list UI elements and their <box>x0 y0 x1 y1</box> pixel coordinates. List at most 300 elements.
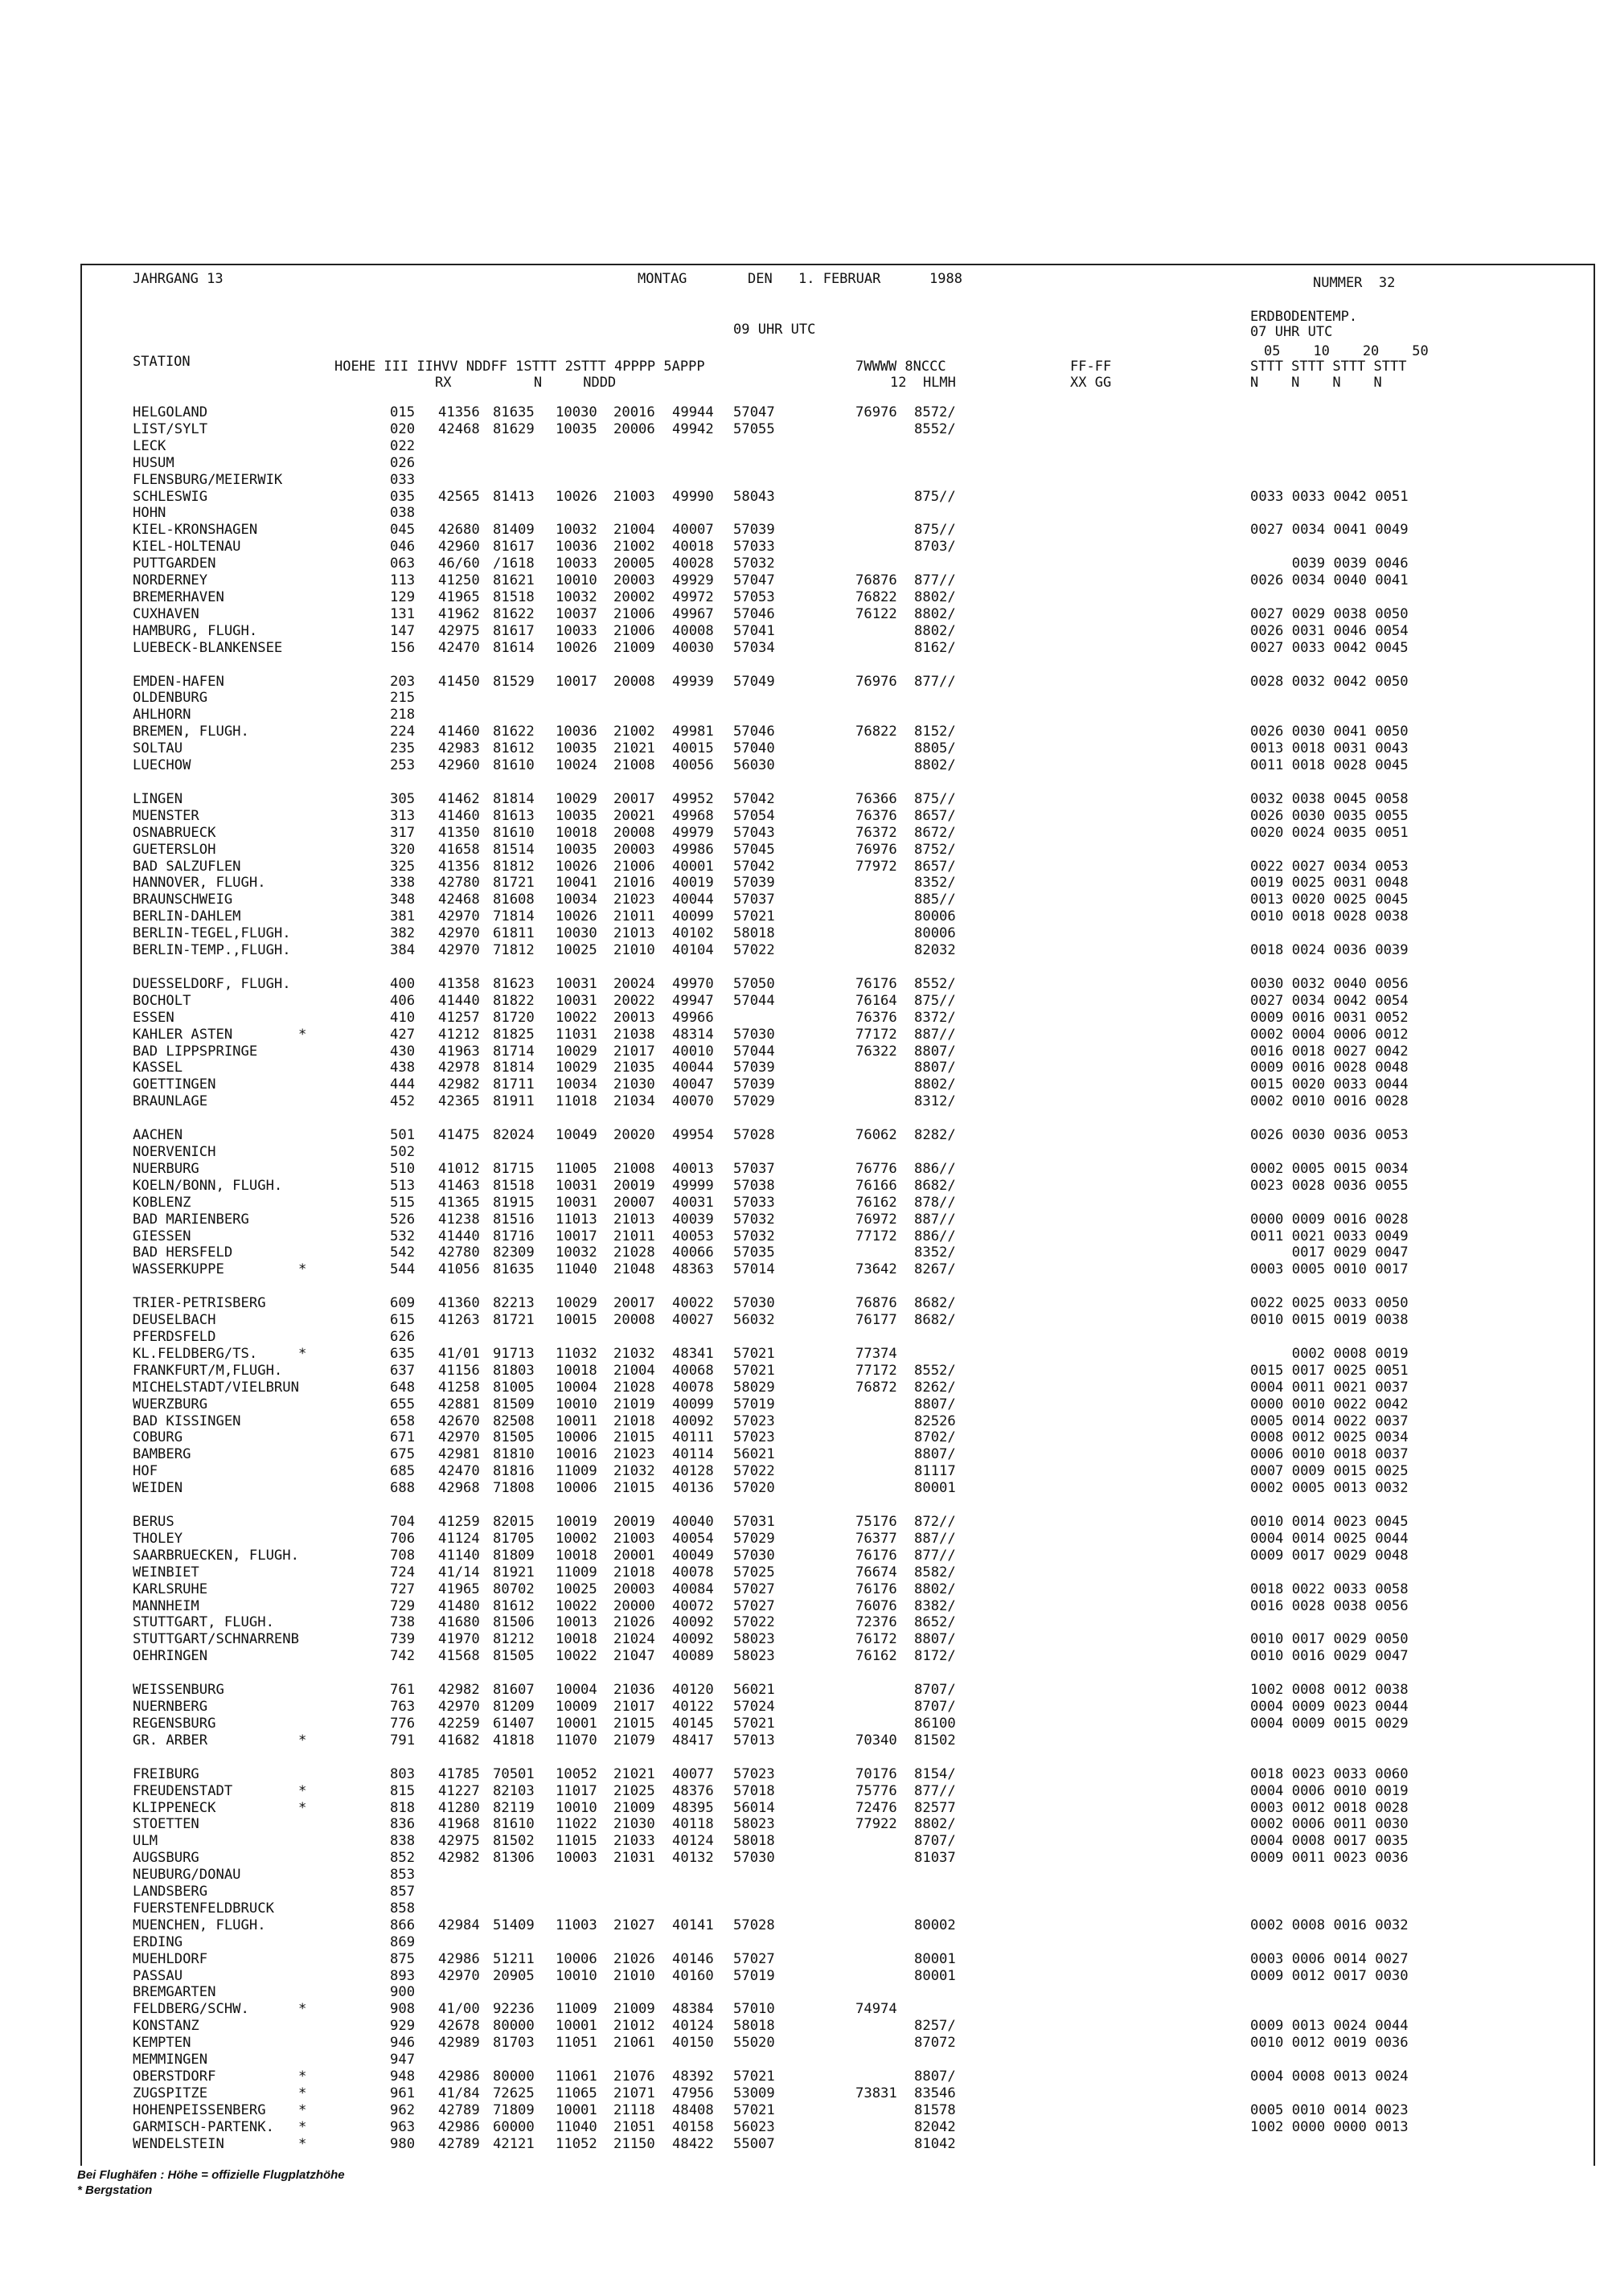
group-2sttt: 20020 <box>613 1127 655 1144</box>
group-nddff: 81413 <box>493 488 535 505</box>
group-1sttt: 10031 <box>556 992 597 1009</box>
group-nddff: 81612 <box>493 1597 535 1614</box>
group-2sttt: 21008 <box>613 1160 655 1177</box>
group-2sttt: 21006 <box>613 622 655 639</box>
group-2sttt: 21021 <box>613 1765 655 1782</box>
group-iihvv: 41462 <box>438 790 480 807</box>
station-name: GARMISCH-PARTENK. <box>133 2118 274 2135</box>
group-iihvv: 42975 <box>438 1833 480 1850</box>
soil-temps: 0002 0008 0016 0032 <box>1250 1917 1409 1933</box>
group-2sttt: 20008 <box>613 1312 655 1329</box>
station-index: 626 <box>390 1329 416 1345</box>
soil-columns-line1: STTT STTT STTT STTT <box>1250 359 1407 375</box>
group-2sttt: 21009 <box>613 639 655 656</box>
station-index: 658 <box>390 1412 416 1429</box>
group-2sttt: 21036 <box>613 1682 655 1699</box>
group-4pppp: 49942 <box>672 420 714 437</box>
group-5appp: 57023 <box>733 1765 775 1782</box>
group-8nccc: 8152/ <box>914 724 956 740</box>
group-nddff: 81911 <box>493 1093 535 1110</box>
soil-temps: 0027 0034 0042 0054 <box>1250 992 1409 1009</box>
den-label: DEN <box>748 271 773 287</box>
group-iihvv: 41682 <box>438 1732 480 1749</box>
group-nddff: 81614 <box>493 639 535 656</box>
group-nddff: 80000 <box>493 2018 535 2035</box>
group-2sttt: 21150 <box>613 2135 655 2152</box>
group-5appp: 58023 <box>733 1631 775 1648</box>
group-iihvv: 42468 <box>438 892 480 908</box>
station-name: LIST/SYLT <box>133 420 208 437</box>
soil-temps: 0017 0029 0047 <box>1250 1244 1409 1261</box>
group-nddff: 81816 <box>493 1463 535 1480</box>
group-5appp: 57038 <box>733 1177 775 1194</box>
station-name: ESSEN <box>133 1009 174 1026</box>
soil-temps: 0033 0033 0042 0051 <box>1250 488 1409 505</box>
group-iihvv: 41568 <box>438 1648 480 1665</box>
station-index: 836 <box>390 1816 416 1833</box>
group-5appp: 57010 <box>733 2001 775 2018</box>
group-8nccc: 8807/ <box>914 1631 956 1648</box>
group-1sttt: 11009 <box>556 1564 597 1581</box>
station-name: SOLTAU <box>133 740 183 757</box>
group-2sttt: 21034 <box>613 1093 655 1110</box>
group-nddff: 91713 <box>493 1345 535 1362</box>
soil-temps: 0002 0010 0016 0028 <box>1250 1093 1409 1110</box>
group-5appp: 56030 <box>733 757 775 773</box>
group-1sttt: 10026 <box>556 858 597 875</box>
station-index: 615 <box>390 1312 416 1329</box>
group-5appp: 57028 <box>733 1127 775 1144</box>
group-nddff: 81505 <box>493 1648 535 1665</box>
group-4pppp: 49947 <box>672 992 714 1009</box>
group-4pppp: 40092 <box>672 1614 714 1631</box>
group-4pppp: 40132 <box>672 1850 714 1867</box>
group-2sttt: 21004 <box>613 1362 655 1379</box>
group-1sttt: 10032 <box>556 1244 597 1261</box>
group-iihvv: 42780 <box>438 875 480 892</box>
soil-temps: 0027 0033 0042 0045 <box>1250 639 1409 656</box>
station-index: 908 <box>390 2001 416 2018</box>
station-index: 020 <box>390 420 416 437</box>
group-4pppp: 49999 <box>672 1177 714 1194</box>
group-iihvv: 42678 <box>438 2018 480 2035</box>
group-2sttt: 21061 <box>613 2035 655 2052</box>
station-index: 113 <box>390 572 416 588</box>
group-4pppp: 49990 <box>672 488 714 505</box>
group-5appp: 57032 <box>733 1211 775 1228</box>
group-5appp: 57039 <box>733 522 775 539</box>
group-8nccc: 887// <box>914 1211 956 1228</box>
station-name: FREUDENSTADT <box>133 1782 233 1799</box>
group-1sttt: 10030 <box>556 925 597 942</box>
group-iihvv: 41259 <box>438 1514 480 1530</box>
station-name: AUGSBURG <box>133 1850 199 1867</box>
group-nddff: 82119 <box>493 1799 535 1816</box>
group-2sttt: 21011 <box>613 1228 655 1244</box>
group-iihvv: 41263 <box>438 1312 480 1329</box>
station-index: 513 <box>390 1177 416 1194</box>
group-nddff: 81705 <box>493 1530 535 1547</box>
group-iihvv: 42789 <box>438 2135 480 2152</box>
station-index: 729 <box>390 1597 416 1614</box>
group-8nccc: 81042 <box>914 2135 956 2152</box>
group-2sttt: 20007 <box>613 1194 655 1211</box>
group-2sttt: 21002 <box>613 539 655 556</box>
group-iihvv: 41/14 <box>438 1564 480 1581</box>
soil-temps: 1002 0000 0000 0013 <box>1250 2118 1409 2135</box>
group-8nccc: 8657/ <box>914 807 956 824</box>
station-index: 727 <box>390 1581 416 1597</box>
group-nddff: 81721 <box>493 1312 535 1329</box>
group-2sttt: 21018 <box>613 1412 655 1429</box>
group-4pppp: 40122 <box>672 1699 714 1715</box>
group-5appp: 57042 <box>733 858 775 875</box>
group-5appp: 57039 <box>733 1060 775 1076</box>
group-nddff: 81721 <box>493 875 535 892</box>
group-5appp: 57025 <box>733 1564 775 1581</box>
group-iihvv: 42780 <box>438 1244 480 1261</box>
group-nddff: 81720 <box>493 1009 535 1026</box>
group-8nccc: 877// <box>914 1547 956 1564</box>
group-iihvv: 42986 <box>438 1950 480 1967</box>
group-8nccc: 8652/ <box>914 1614 956 1631</box>
group-1sttt: 11051 <box>556 2035 597 2052</box>
group-4pppp: 47956 <box>672 2085 714 2101</box>
group-7wwww: 76162 <box>855 1194 897 1211</box>
station-name: COBURG <box>133 1429 183 1446</box>
group-8nccc: 8702/ <box>914 1429 956 1446</box>
group-7wwww: 70176 <box>855 1765 897 1782</box>
group-1sttt: 10013 <box>556 1614 597 1631</box>
mountain-mark: * <box>298 2068 307 2085</box>
station-index: 706 <box>390 1530 416 1547</box>
station-name: REGENSBURG <box>133 1715 216 1732</box>
soil-temps: 0004 0008 0013 0024 <box>1250 2068 1409 2085</box>
group-4pppp: 49972 <box>672 588 714 605</box>
group-8nccc: 885// <box>914 892 956 908</box>
group-4pppp: 40030 <box>672 639 714 656</box>
group-iihvv: 42970 <box>438 942 480 958</box>
soil-temps: 0013 0020 0025 0045 <box>1250 892 1409 908</box>
group-5appp: 57029 <box>733 1530 775 1547</box>
mountain-mark: * <box>298 2085 307 2101</box>
group-nddff: 82103 <box>493 1782 535 1799</box>
group-iihvv: 42960 <box>438 539 480 556</box>
group-1sttt: 10029 <box>556 1295 597 1312</box>
group-iihvv: 41785 <box>438 1765 480 1782</box>
group-nddff: 81703 <box>493 2035 535 2052</box>
group-nddff: 81502 <box>493 1833 535 1850</box>
group-iihvv: 42978 <box>438 1060 480 1076</box>
soil-temps: 0006 0010 0018 0037 <box>1250 1446 1409 1463</box>
station-name: MUENCHEN, FLUGH. <box>133 1917 266 1933</box>
station-name: STUTTGART, FLUGH. <box>133 1614 274 1631</box>
station-index: 815 <box>390 1782 416 1799</box>
station-name: PASSAU <box>133 1967 183 1984</box>
group-iihvv: 41356 <box>438 858 480 875</box>
soil-temps: 0000 0010 0022 0042 <box>1250 1396 1409 1412</box>
station-index: 015 <box>390 404 416 420</box>
group-4pppp: 40022 <box>672 1295 714 1312</box>
group-4pppp: 40124 <box>672 1833 714 1850</box>
group2-line1: 7WWWW 8NCCC <box>855 359 946 375</box>
group-2sttt: 21051 <box>613 2118 655 2135</box>
station-index: 961 <box>390 2085 416 2101</box>
group-4pppp: 40150 <box>672 2035 714 2052</box>
group-2sttt: 21028 <box>613 1379 655 1396</box>
station-name: ZUGSPITZE <box>133 2085 208 2101</box>
group-8nccc: 80002 <box>914 1917 956 1933</box>
group-2sttt: 21013 <box>613 1211 655 1228</box>
station-name: BERLIN-DAHLEM <box>133 908 241 925</box>
station-name: KOBLENZ <box>133 1194 191 1211</box>
station-name: HUSUM <box>133 454 174 471</box>
group-8nccc: 8672/ <box>914 824 956 841</box>
station-name: KL.FELDBERG/TS. <box>133 1345 258 1362</box>
group-5appp: 56023 <box>733 2118 775 2135</box>
group-5appp: 57024 <box>733 1699 775 1715</box>
station-name: DUESSELDORF, FLUGH. <box>133 975 291 992</box>
station-name: FUERSTENFELDBRUCK <box>133 1900 274 1917</box>
station-name: PFERDSFELD <box>133 1329 216 1345</box>
group-7wwww: 76176 <box>855 1581 897 1597</box>
group-1sttt: 10022 <box>556 1648 597 1665</box>
group-nddff: 41818 <box>493 1732 535 1749</box>
soil-temps: 0032 0038 0045 0058 <box>1250 790 1409 807</box>
station-index: 742 <box>390 1648 416 1665</box>
group-5appp: 57035 <box>733 1244 775 1261</box>
station-index: 704 <box>390 1514 416 1530</box>
group-8nccc: 875// <box>914 790 956 807</box>
group-7wwww: 70340 <box>855 1732 897 1749</box>
group-8nccc: 8552/ <box>914 420 956 437</box>
group-1sttt: 10010 <box>556 572 597 588</box>
station-index: 410 <box>390 1009 416 1026</box>
station-index: 609 <box>390 1295 416 1312</box>
station-index: 033 <box>390 471 416 488</box>
group-2sttt: 20006 <box>613 420 655 437</box>
group-2sttt: 20008 <box>613 824 655 841</box>
soil-temps: 0009 0016 0028 0048 <box>1250 1060 1409 1076</box>
group-nddff: 61407 <box>493 1715 535 1732</box>
group-2sttt: 20013 <box>613 1009 655 1026</box>
station-index: 675 <box>390 1446 416 1463</box>
group-iihvv: 41360 <box>438 1295 480 1312</box>
soil-temps: 0007 0009 0015 0025 <box>1250 1463 1409 1480</box>
station-name: LUECHOW <box>133 757 191 773</box>
group-7wwww: 77922 <box>855 1816 897 1833</box>
group-4pppp: 49967 <box>672 605 714 622</box>
group-2sttt: 21010 <box>613 942 655 958</box>
group-5appp: 57027 <box>733 1597 775 1614</box>
columns-line1: HOEHE III IIHVV NDDFF 1STTT 2STTT 4PPPP 5APPP <box>334 359 705 375</box>
group-nddff: 81715 <box>493 1160 535 1177</box>
soil-time: 07 UHR UTC <box>1250 324 1333 340</box>
group-iihvv: 41962 <box>438 605 480 622</box>
station-name: MUENSTER <box>133 807 199 824</box>
group-1sttt: 10010 <box>556 1799 597 1816</box>
group-1sttt: 10022 <box>556 1597 597 1614</box>
group-8nccc: 8267/ <box>914 1261 956 1278</box>
group-iihvv: 41365 <box>438 1194 480 1211</box>
group-2sttt: 21026 <box>613 1614 655 1631</box>
soil-temps: 0005 0014 0022 0037 <box>1250 1412 1409 1429</box>
station-index: 688 <box>390 1480 416 1497</box>
group-5appp: 57027 <box>733 1581 775 1597</box>
group-8nccc: 872// <box>914 1514 956 1530</box>
group-nddff: 81516 <box>493 1211 535 1228</box>
group-nddff: 71814 <box>493 908 535 925</box>
soil-temps: 0005 0010 0014 0023 <box>1250 2101 1409 2118</box>
group-2sttt: 21035 <box>613 1060 655 1076</box>
group-8nccc: 8807/ <box>914 2068 956 2085</box>
group-nddff: 81716 <box>493 1228 535 1244</box>
group-2sttt: 20024 <box>613 975 655 992</box>
soil-temps: 0010 0018 0028 0038 <box>1250 908 1409 925</box>
group-8nccc: 81117 <box>914 1463 956 1480</box>
station-name: BRAUNLAGE <box>133 1093 208 1110</box>
group-8nccc: 8172/ <box>914 1648 956 1665</box>
group-4pppp: 49979 <box>672 824 714 841</box>
group-5appp: 57021 <box>733 1362 775 1379</box>
soil-temps: 0009 0017 0029 0048 <box>1250 1547 1409 1564</box>
group-iihvv: 41440 <box>438 1228 480 1244</box>
group-4pppp: 48341 <box>672 1345 714 1362</box>
station-name: BAD SALZUFLEN <box>133 858 241 875</box>
group-iihvv: 41680 <box>438 1614 480 1631</box>
group-8nccc: 81502 <box>914 1732 956 1749</box>
group-2sttt: 20005 <box>613 556 655 572</box>
group-2sttt: 20003 <box>613 841 655 858</box>
soil-temps: 0027 0029 0038 0050 <box>1250 605 1409 622</box>
group-2sttt: 21071 <box>613 2085 655 2101</box>
group-1sttt: 10006 <box>556 1429 597 1446</box>
group-5appp: 57047 <box>733 572 775 588</box>
group-1sttt: 10006 <box>556 1480 597 1497</box>
group-1sttt: 10030 <box>556 404 597 420</box>
group-iihvv: 41238 <box>438 1211 480 1228</box>
soil-temps: 0011 0018 0028 0045 <box>1250 757 1409 773</box>
group-7wwww: 76972 <box>855 1211 897 1228</box>
station-name: BREMERHAVEN <box>133 588 224 605</box>
year: 1988 <box>929 271 962 287</box>
group-4pppp: 48363 <box>672 1261 714 1278</box>
group-2sttt: 21019 <box>613 1396 655 1412</box>
group-4pppp: 40084 <box>672 1581 714 1597</box>
station-name: NORDERNEY <box>133 572 208 588</box>
soil-temps: 0015 0017 0025 0051 <box>1250 1362 1409 1379</box>
group-2sttt: 21032 <box>613 1345 655 1362</box>
group-4pppp: 40145 <box>672 1715 714 1732</box>
station-index: 866 <box>390 1917 416 1933</box>
group-nddff: 81810 <box>493 1446 535 1463</box>
soil-title: ERDBODENTEMP. <box>1250 309 1358 325</box>
group-5appp: 57029 <box>733 1093 775 1110</box>
station-name: STOETTEN <box>133 1816 199 1833</box>
group-8nccc: 8682/ <box>914 1312 956 1329</box>
station-name: THOLEY <box>133 1530 183 1547</box>
group-2sttt: 21010 <box>613 1967 655 1984</box>
group-4pppp: 48384 <box>672 2001 714 2018</box>
group-4pppp: 40124 <box>672 2018 714 2035</box>
station-name: STUTTGART/SCHNARRENB <box>133 1631 299 1648</box>
group-iihvv: 41012 <box>438 1160 480 1177</box>
group-nddff: 72625 <box>493 2085 535 2101</box>
soil-temps: 1002 0008 0012 0038 <box>1250 1682 1409 1699</box>
station-index: 893 <box>390 1967 416 1984</box>
group-nddff: 51409 <box>493 1917 535 1933</box>
group-8nccc: 8372/ <box>914 1009 956 1026</box>
station-name: MUEHLDORF <box>133 1950 208 1967</box>
group-iihvv: 41970 <box>438 1631 480 1648</box>
group-iihvv: 41140 <box>438 1547 480 1564</box>
station-name: EMDEN-HAFEN <box>133 673 224 690</box>
group-nddff: 81822 <box>493 992 535 1009</box>
group-8nccc: 8154/ <box>914 1765 956 1782</box>
group-5appp: 57047 <box>733 404 775 420</box>
group-7wwww: 76162 <box>855 1648 897 1665</box>
soil-temps: 0030 0032 0040 0056 <box>1250 975 1409 992</box>
group-5appp: 57034 <box>733 639 775 656</box>
station-index: 532 <box>390 1228 416 1244</box>
group-2sttt: 21008 <box>613 757 655 773</box>
group-1sttt: 10011 <box>556 1412 597 1429</box>
group-1sttt: 10019 <box>556 1514 597 1530</box>
station-index: 515 <box>390 1194 416 1211</box>
group-4pppp: 40013 <box>672 1160 714 1177</box>
group-4pppp: 48392 <box>672 2068 714 2085</box>
group-iihvv: 41475 <box>438 1127 480 1144</box>
station-index: 929 <box>390 2018 416 2035</box>
group-8nccc: 83546 <box>914 2085 956 2101</box>
station-name: FRANKFURT/M,FLUGH. <box>133 1362 283 1379</box>
group-7wwww: 76822 <box>855 588 897 605</box>
group-8nccc: 887// <box>914 1026 956 1043</box>
station-index: 852 <box>390 1850 416 1867</box>
group-4pppp: 40007 <box>672 522 714 539</box>
group-2sttt: 20003 <box>613 1581 655 1597</box>
group-1sttt: 10031 <box>556 1177 597 1194</box>
group-iihvv: 41227 <box>438 1782 480 1799</box>
group-5appp: 57032 <box>733 556 775 572</box>
group-1sttt: 10010 <box>556 1396 597 1412</box>
group-5appp: 57021 <box>733 2101 775 2118</box>
group-4pppp: 40104 <box>672 942 714 958</box>
soil-temps: 0009 0012 0017 0030 <box>1250 1967 1409 1984</box>
group-nddff: 81506 <box>493 1614 535 1631</box>
group-1sttt: 10029 <box>556 1043 597 1060</box>
group-5appp: 58023 <box>733 1648 775 1665</box>
group-4pppp: 49939 <box>672 673 714 690</box>
group-nddff: 71812 <box>493 942 535 958</box>
group-7wwww: 76177 <box>855 1312 897 1329</box>
soil-temps: 0011 0021 0033 0049 <box>1250 1228 1409 1244</box>
group-5appp: 57042 <box>733 790 775 807</box>
group-1sttt: 11040 <box>556 1261 597 1278</box>
group-5appp: 57041 <box>733 622 775 639</box>
group-8nccc: 8572/ <box>914 404 956 420</box>
group-2sttt: 21033 <box>613 1833 655 1850</box>
group-1sttt: 10025 <box>556 942 597 958</box>
station-index: 738 <box>390 1614 416 1631</box>
group-1sttt: 10018 <box>556 1362 597 1379</box>
station-name: KIEL-HOLTENAU <box>133 539 241 556</box>
group-4pppp: 40078 <box>672 1379 714 1396</box>
station-index: 648 <box>390 1379 416 1396</box>
group-2sttt: 21021 <box>613 740 655 757</box>
group-1sttt: 10035 <box>556 740 597 757</box>
station-index: 156 <box>390 639 416 656</box>
